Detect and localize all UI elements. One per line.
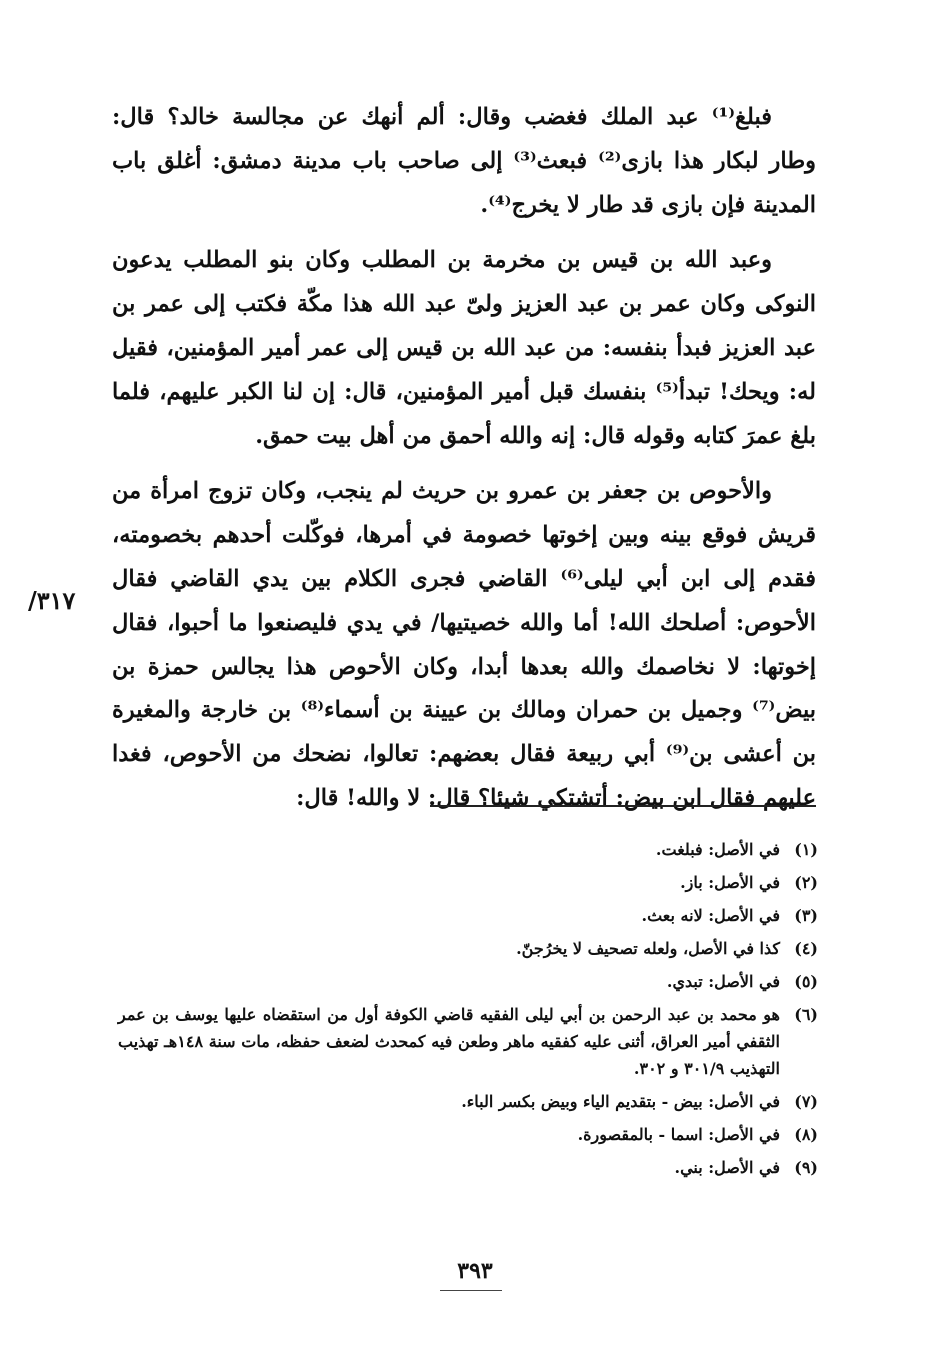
footnote-9: [118, 1154, 818, 1181]
main-text: [112, 96, 816, 821]
paragraph-1: فبلغ⁽¹⁾ عبد الملك فغضب وقال: ألم أنهك عن مجالسة خالد؟ قال: وطار لبكار هذا بازى⁽²⁾ فبعث⁽³⁾ إلى صاحب باب مدينة دمشق: أغلق باب المدينة فإن بازى قد طار لا يخرج⁽⁴⁾.: [112, 104, 816, 218]
manuscript-folio-marker: ٣١٧/: [28, 586, 76, 615]
footnote-number: (٩): [794, 1158, 818, 1177]
footnote-text: في الأصل: بيض - بتقديم الياء وبيض بكسر الباء.: [461, 1092, 780, 1111]
footnote-number: (٧): [794, 1092, 818, 1111]
page-number-underline: [440, 1290, 502, 1291]
footnote-8: [118, 1121, 818, 1148]
paragraph-3: والأحوص بن جعفر بن عمرو بن حريث لم ينجب، وكان تزوج امرأة من قريش فوقع بينه وبين إخوتها خصومة في أمرها، فوكّلت أحدهم بخصومته، فقدم إلى ابن أبي ليلى⁽⁶⁾ القاضي فجرى الكلام بين يدي القاضي فقال الأحوص: أصلحك الله! أما والله خصيتيها/ في يدي فليصنعوا ما أحبوا، فقال إخوتها: لا نخاصمك والله بعدها أبدا، وكان الأحوص هذا يجالس حمزة بن بيض⁽⁷⁾ وجميل بن حمران ومالك بن عيينة بن أسماء⁽⁸⁾ بن خارجة والمغيرة بن أعشى بن⁽⁹⁾ أبي ربيعة فقال بعضهم: تعالوا، نضحك من الأحوص، فغدا عليهم فقال ابن بيض: أتشتكي شيئا؟ قال: لا والله! قال:: [112, 478, 817, 811]
footnote-text: في الأصل: فبلغت.: [655, 840, 780, 859]
footnote-number: (٣): [794, 906, 818, 925]
footnote-text: في الأصل: باز.: [680, 873, 780, 892]
footnote-text: في الأصل: لانه بعث.: [641, 906, 780, 925]
footnote-number: (٢): [794, 873, 818, 892]
footnote-1: [118, 836, 818, 863]
footnote-number: (٤): [794, 939, 818, 958]
footnotes: [118, 836, 818, 1187]
footnote-number: (٦): [794, 1005, 818, 1024]
footnote-text: في الأصل: بني.: [674, 1158, 780, 1177]
footnote-number: (٨): [794, 1125, 818, 1144]
footnote-text: في الأصل: تبدي.: [666, 972, 780, 991]
footnote-7: [118, 1088, 818, 1115]
page-number: ٣٩٣: [457, 1258, 493, 1284]
footnote-number: (٥): [794, 972, 818, 991]
footnote-2: [118, 869, 818, 896]
footnote-5: [118, 968, 818, 995]
footnote-6: [118, 1001, 818, 1082]
footnote-text: هو محمد بن عبد الرحمن بن أبي ليلى الفقيه قاضي الكوفة أول من استقضاه عليها يوسف بن عمر الثقفي أمير العراق، أثنى عليه كفقيه ماهر وطعن فيه كمحدث لضعف حفظه، مات سنة ١٤٨هـ تهذيب التهذيب ٣٠١/٩ و ٣٠٢.: [118, 1005, 780, 1078]
footnote-3: [118, 902, 818, 929]
footnote-4: [118, 935, 818, 962]
paragraph-2: وعبد الله بن قيس بن مخرمة بن المطلب وكان بنو المطلب يدعون النوكى وكان عمر بن عبد العزيز ولىّ عبد الله هذا مكّة فكتب إلى عمر بن عبد العزيز فبدأ بنفسه: من عبد الله بن قيس إلى عمر أمير المؤمنين، فقيل له: ويحك! تبدأ⁽⁵⁾ بنفسك قبل أمير المؤمنين، قال: إن لنا الكبر عليهم، فلما بلغ عمرَ كتابه وقوله قال: إنه والله أحمق من أهل بيت حمق.: [112, 247, 816, 449]
footnote-text: في الأصل: اسما - بالمقصورة.: [577, 1125, 780, 1144]
footnote-separator: [430, 805, 816, 807]
footnote-number: (١): [794, 840, 818, 859]
footnote-text: كذا في الأصل، ولعله تصحيف لا يخرُجنّ.: [516, 939, 780, 958]
